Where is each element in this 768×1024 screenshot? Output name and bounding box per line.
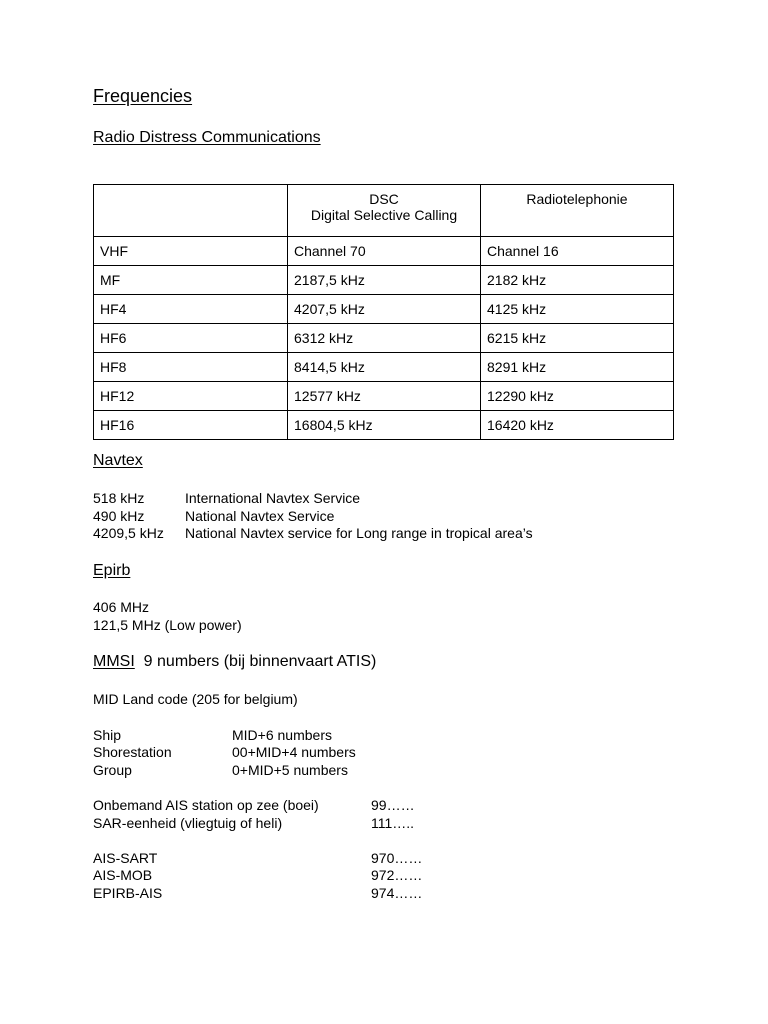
rt-cell: 12290 kHz <box>481 382 674 411</box>
header-dsc-line1: DSC <box>369 191 399 207</box>
band-cell: HF6 <box>94 324 288 353</box>
table-row <box>94 411 674 440</box>
navtex-desc: National Navtex Service <box>185 508 335 524</box>
rt-cell: 8291 kHz <box>481 353 674 382</box>
navtex-freq: 4209,5 kHz <box>93 525 164 541</box>
epirb-item: 121,5 MHz (Low power) <box>93 617 242 633</box>
mmsi-type-value: MID+6 numbers <box>232 727 332 743</box>
header-dsc-line2: Digital Selective Calling <box>310 207 458 223</box>
mmsi-type-label: Ship <box>93 727 122 743</box>
mmsi-special-label: Onbemand AIS station op zee (boei) <box>93 797 319 813</box>
table-row <box>94 295 674 324</box>
mmsi-ais-value: 974…… <box>371 885 423 901</box>
mmsi-heading: MMSI <box>93 653 135 670</box>
dsc-cell: 4207,5 kHz <box>288 295 481 324</box>
navtex-freq: 518 kHz <box>93 490 145 506</box>
table-row <box>94 237 674 266</box>
distress-frequency-table <box>93 184 674 440</box>
header-cell-dsc <box>288 185 481 237</box>
band-cell: HF8 <box>94 353 288 382</box>
navtex-freq: 490 kHz <box>93 508 145 524</box>
header-cell-empty <box>94 185 288 237</box>
dsc-cell: 16804,5 kHz <box>288 411 481 440</box>
mmsi-special-value: 99…… <box>371 797 415 813</box>
mmsi-heading-line <box>93 653 376 671</box>
band-cell: HF12 <box>94 382 288 411</box>
mmsi-type-value: 0+MID+5 numbers <box>232 762 348 778</box>
table-row <box>94 324 674 353</box>
band-cell: MF <box>94 266 288 295</box>
mmsi-special-value: 111….. <box>371 815 415 831</box>
mmsi-ais-label: EPIRB-AIS <box>93 885 163 901</box>
epirb-item: 406 MHz <box>93 599 150 615</box>
mmsi-type-value: 00+MID+4 numbers <box>232 744 356 760</box>
dsc-cell: 8414,5 kHz <box>288 353 481 382</box>
dsc-cell: Channel 70 <box>288 237 481 266</box>
table-row <box>94 353 674 382</box>
table-row <box>94 266 674 295</box>
table-header-row <box>94 185 674 237</box>
navtex-desc: National Navtex service for Long range in tropical area’s <box>185 525 533 541</box>
navtex-heading: Navtex <box>93 452 143 469</box>
rt-cell: 16420 kHz <box>481 411 674 440</box>
rt-cell: 6215 kHz <box>481 324 674 353</box>
dsc-cell: 12577 kHz <box>288 382 481 411</box>
mmsi-special-label: SAR-eenheid (vliegtuig of heli) <box>93 815 283 831</box>
table-row <box>94 382 674 411</box>
dsc-cell: 6312 kHz <box>288 324 481 353</box>
mmsi-heading-suffix: 9 numbers (bij binnenvaart ATIS) <box>143 653 377 670</box>
mmsi-ais-label: AIS-MOB <box>93 867 153 883</box>
navtex-desc: International Navtex Service <box>185 490 361 506</box>
rt-cell: 4125 kHz <box>481 295 674 324</box>
epirb-heading: Epirb <box>93 562 131 579</box>
band-cell: HF4 <box>94 295 288 324</box>
band-cell: VHF <box>94 237 288 266</box>
band-cell: HF16 <box>94 411 288 440</box>
mmsi-ais-value: 970…… <box>371 850 423 866</box>
header-cell-radiotelephonie: Radiotelephonie <box>481 185 674 237</box>
mmsi-type-label: Shorestation <box>93 744 172 760</box>
mmsi-ais-label: AIS-SART <box>93 850 158 866</box>
mmsi-ais-value: 972…… <box>371 867 423 883</box>
rt-cell: Channel 16 <box>481 237 674 266</box>
mmsi-type-label: Group <box>93 762 132 778</box>
distress-heading: Radio Distress Communications <box>93 129 321 146</box>
rt-cell: 2182 kHz <box>481 266 674 295</box>
dsc-cell: 2187,5 kHz <box>288 266 481 295</box>
mid-note: MID Land code (205 for belgium) <box>93 691 298 707</box>
page-title: Frequencies <box>93 86 193 106</box>
